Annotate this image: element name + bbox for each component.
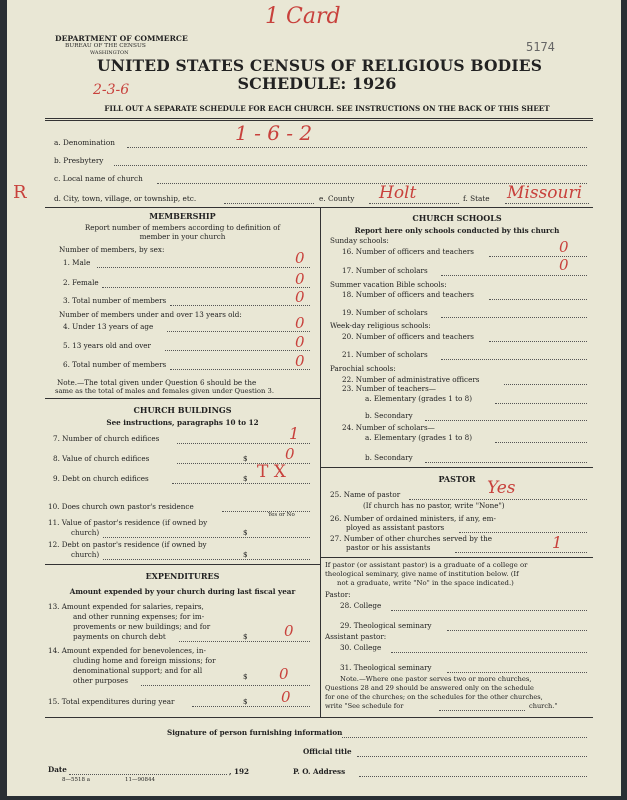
city-label: WASHINGTON bbox=[90, 50, 129, 56]
q12-dollar: $ bbox=[243, 550, 248, 559]
q31-label: 31. Theological seminary bbox=[340, 663, 432, 672]
city-town-label: d. City, town, village, or township, etc. bbox=[54, 194, 197, 203]
buildings-sub: See instructions, paragraphs 10 to 12 bbox=[106, 418, 259, 427]
q31-line[interactable] bbox=[447, 672, 587, 673]
q13d-label: payments on church debt bbox=[73, 632, 166, 641]
pastor-sub-label: Pastor: bbox=[325, 590, 351, 599]
q27b-label: pastor or his assistants bbox=[346, 543, 431, 552]
presbytery-label: b. Presbytery bbox=[54, 156, 104, 165]
po-line[interactable] bbox=[359, 776, 587, 777]
q29-label: 29. Theological seminary bbox=[340, 621, 432, 630]
rule bbox=[45, 118, 593, 119]
form-title: UNITED STATES CENSUS OF RELIGIOUS BODIES bbox=[97, 56, 543, 75]
pastor-note4: write "See schedule for bbox=[325, 702, 404, 710]
q17-label: 17. Number of scholars bbox=[342, 266, 428, 275]
q19-label: 19. Number of scholars bbox=[342, 308, 428, 317]
official-label: Official title bbox=[303, 747, 352, 756]
q15-line[interactable] bbox=[192, 706, 310, 707]
q19-line[interactable] bbox=[441, 317, 587, 318]
q12b-label: church) bbox=[71, 550, 100, 559]
county-label: e. County bbox=[319, 194, 355, 203]
q2-value: 0 bbox=[295, 270, 305, 288]
denomination-line[interactable] bbox=[127, 147, 587, 148]
grad-text1: If pastor (or assistant pastor) is a graduate of a college or bbox=[325, 561, 528, 569]
signature-label: Signature of person furnishing information bbox=[167, 728, 343, 737]
q14-dollar: $ bbox=[243, 672, 248, 681]
q16-label: 16. Number of officers and teachers bbox=[342, 247, 474, 256]
membership-note1: Note.—The total given under Question 6 should be the bbox=[57, 378, 257, 387]
state-label: f. State bbox=[463, 194, 490, 203]
q25-line[interactable] bbox=[409, 499, 587, 500]
q3-line[interactable] bbox=[170, 305, 310, 306]
local-name-label: c. Local name of church bbox=[54, 174, 143, 183]
q20-line[interactable] bbox=[489, 341, 587, 342]
q9-line[interactable] bbox=[172, 483, 310, 484]
schools-sub: Report here only schools conducted by this church bbox=[354, 226, 560, 235]
grad-text3: not a graduate, write "No" in the space indicated.) bbox=[337, 579, 514, 587]
q6-label: 6. Total number of members bbox=[63, 360, 167, 369]
q15-dollar: $ bbox=[243, 697, 248, 706]
city-line[interactable] bbox=[224, 203, 314, 204]
presbytery-line[interactable] bbox=[114, 165, 587, 166]
q27a-label: 27. Number of other churches served by the bbox=[330, 534, 493, 543]
q2-line[interactable] bbox=[102, 287, 310, 288]
q8-line[interactable] bbox=[177, 463, 310, 464]
q25-label: 25. Name of pastor bbox=[330, 490, 401, 499]
q6-line[interactable] bbox=[170, 369, 310, 370]
q23b-label: b. Secondary bbox=[365, 411, 413, 420]
q28-line[interactable] bbox=[391, 610, 587, 611]
q3-label: 3. Total number of members bbox=[63, 296, 167, 305]
q6-value: 0 bbox=[295, 352, 305, 370]
pastor-note1: Note.—Where one pastor serves two or more churches, bbox=[340, 675, 532, 683]
q4-label: 4. Under 13 years of age bbox=[63, 322, 154, 331]
q14c-label: denominational support; and for all bbox=[73, 666, 203, 675]
rule bbox=[320, 467, 593, 468]
q13-dollar: $ bbox=[243, 632, 248, 641]
q26-line[interactable] bbox=[459, 532, 587, 533]
membership-note2: same as the total of males and females given under Question 3. bbox=[55, 387, 274, 395]
column-divider bbox=[320, 207, 321, 717]
denomination-label: a. Denomination bbox=[54, 138, 115, 147]
q22-line[interactable] bbox=[504, 384, 587, 385]
q21-line[interactable] bbox=[441, 359, 587, 360]
official-line[interactable] bbox=[357, 756, 587, 757]
census-form bbox=[7, 0, 621, 796]
q17-line[interactable] bbox=[441, 275, 587, 276]
q29-line[interactable] bbox=[447, 630, 587, 631]
date-label: Date bbox=[48, 765, 67, 774]
q1-value: 0 bbox=[295, 249, 305, 267]
q5-label: 5. 13 years old and over bbox=[63, 341, 151, 350]
q23-label: 23. Number of teachers— bbox=[342, 384, 436, 393]
q13b-label: and other running expenses; for im- bbox=[73, 612, 205, 621]
r-mark: R bbox=[13, 182, 27, 203]
state-line[interactable] bbox=[505, 203, 589, 204]
q8-dollar: $ bbox=[243, 454, 248, 463]
q30-label: 30. College bbox=[340, 643, 382, 652]
q1-label: 1. Male bbox=[63, 258, 91, 267]
q8-value: 0 bbox=[285, 445, 295, 463]
q13-value: 0 bbox=[284, 622, 294, 640]
q8-label: 8. Value of church edifices bbox=[53, 454, 150, 463]
q26b-label: ployed as assistant pastors bbox=[346, 523, 445, 532]
parochial-label: Parochial schools: bbox=[330, 364, 396, 373]
bysex-label: Number of members, by sex: bbox=[59, 245, 165, 254]
pastor-note3: for one of the churches; on the schedules for the other churches, bbox=[325, 693, 543, 701]
q18-label: 18. Number of officers and teachers bbox=[342, 290, 474, 299]
q23b-line[interactable] bbox=[425, 420, 587, 421]
buildings-heading: CHURCH BUILDINGS bbox=[133, 405, 232, 415]
date-note: 2-3-6 bbox=[93, 82, 130, 98]
county-value: Holt bbox=[379, 183, 417, 203]
q27-line[interactable] bbox=[455, 552, 587, 553]
note-line[interactable] bbox=[439, 710, 525, 711]
q21-label: 21. Number of scholars bbox=[342, 350, 428, 359]
sunday-label: Sunday schools: bbox=[330, 236, 389, 245]
rule bbox=[320, 557, 593, 558]
q5-line[interactable] bbox=[165, 350, 310, 351]
print-number: 11—90844 bbox=[125, 777, 155, 783]
q26a-label: 26. Number of ordained ministers, if any, em- bbox=[330, 514, 496, 523]
q15-value: 0 bbox=[281, 688, 291, 706]
q12a-label: 12. Debt on pastor's residence (if owned by bbox=[48, 540, 207, 549]
q13-line[interactable] bbox=[179, 641, 310, 642]
q11-dollar: $ bbox=[243, 528, 248, 537]
date-line[interactable] bbox=[69, 774, 227, 775]
denomination-value: 1 - 6 - 2 bbox=[235, 121, 313, 145]
q24a-line[interactable] bbox=[495, 442, 587, 443]
q16-line[interactable] bbox=[489, 256, 587, 257]
expenditures-heading: EXPENDITURES bbox=[145, 571, 220, 581]
q11b-label: church) bbox=[71, 528, 100, 537]
rule bbox=[45, 120, 593, 121]
q25-hint: (If church has no pastor, write "None") bbox=[363, 501, 505, 510]
q4-line[interactable] bbox=[167, 331, 310, 332]
signature-line[interactable] bbox=[342, 737, 587, 738]
q14b-label: cluding home and foreign missions; for bbox=[73, 656, 216, 665]
membership-sub2: member in your church bbox=[139, 232, 226, 241]
summer-label: Summer vacation Bible schools: bbox=[330, 280, 447, 289]
stamp-number: 5174 bbox=[526, 40, 555, 54]
rule bbox=[45, 207, 593, 208]
county-line[interactable] bbox=[369, 203, 459, 204]
q14a-label: 14. Amount expended for benevolences, in- bbox=[48, 646, 206, 655]
q14-value: 0 bbox=[279, 665, 289, 683]
q7-value: 1 bbox=[289, 424, 300, 443]
membership-sub1: Report number of members according to definition of bbox=[84, 223, 281, 232]
q10-label: 10. Does church own pastor's residence bbox=[48, 502, 194, 511]
rule bbox=[45, 717, 593, 718]
q27-value: 1 bbox=[552, 533, 563, 552]
grad-text2: theological seminary, give name of institution below. (If bbox=[325, 570, 519, 578]
rule bbox=[45, 398, 320, 399]
q7-label: 7. Number of church edifices bbox=[53, 434, 160, 443]
age-head: Number of members under and over 13 years old: bbox=[59, 310, 242, 319]
q5-value: 0 bbox=[295, 333, 305, 351]
q17-value: 0 bbox=[559, 256, 569, 274]
yesno-hint: Yes or No bbox=[268, 512, 295, 518]
form-number: 8—5518 a bbox=[62, 777, 91, 783]
q4-value: 0 bbox=[295, 314, 305, 332]
q24b-label: b. Secondary bbox=[365, 453, 413, 462]
schedule-title: SCHEDULE: 1926 bbox=[237, 74, 397, 93]
q11-line[interactable] bbox=[103, 537, 310, 538]
q7-line[interactable] bbox=[177, 443, 310, 444]
bureau-label: BUREAU OF THE CENSUS bbox=[65, 43, 146, 49]
rule bbox=[45, 564, 320, 565]
instruction-line: FILL OUT A SEPARATE SCHEDULE FOR EACH CHURCH. SEE INSTRUCTIONS ON THE BACK OF THIS SHEET bbox=[104, 104, 550, 113]
year-label: , 192 bbox=[229, 767, 250, 776]
q9-value: T X bbox=[257, 462, 286, 482]
q3-value: 0 bbox=[295, 288, 305, 306]
q28-label: 28. College bbox=[340, 601, 382, 610]
q12-line[interactable] bbox=[103, 559, 310, 560]
q10-line[interactable] bbox=[222, 511, 310, 512]
q20-label: 20. Number of officers and teachers bbox=[342, 332, 474, 341]
expenditures-sub: Amount expended by your church during last fiscal year bbox=[69, 587, 296, 596]
card-note: 1 Card bbox=[265, 4, 341, 29]
q24b-line[interactable] bbox=[425, 462, 587, 463]
q22-label: 22. Number of administrative officers bbox=[342, 375, 480, 384]
q2-label: 2. Female bbox=[63, 278, 99, 287]
q16-value: 0 bbox=[559, 238, 569, 256]
pastor-note5: church." bbox=[529, 702, 558, 710]
q23a-line[interactable] bbox=[495, 403, 587, 404]
pastor-heading: PASTOR bbox=[438, 474, 476, 484]
q14d-label: other purposes bbox=[73, 676, 129, 685]
weekday-label: Week-day religious schools: bbox=[330, 321, 431, 330]
q30-line[interactable] bbox=[391, 652, 587, 653]
state-value: Missouri bbox=[507, 183, 583, 203]
membership-heading: MEMBERSHIP bbox=[149, 211, 216, 221]
q13c-label: provements or new buildings; and for bbox=[73, 622, 211, 631]
q14-line[interactable] bbox=[141, 685, 310, 686]
q23a-label: a. Elementary (grades 1 to 8) bbox=[365, 394, 472, 403]
q1-line[interactable] bbox=[97, 267, 310, 268]
q9-label: 9. Debt on church edifices bbox=[53, 474, 149, 483]
schools-heading: CHURCH SCHOOLS bbox=[412, 213, 502, 223]
q24a-label: a. Elementary (grades 1 to 8) bbox=[365, 433, 472, 442]
q18-line[interactable] bbox=[489, 299, 587, 300]
po-label: P. O. Address bbox=[293, 767, 346, 776]
q9-dollar: $ bbox=[243, 474, 248, 483]
q15-label: 15. Total expenditures during year bbox=[48, 697, 175, 706]
asst-label: Assistant pastor: bbox=[325, 632, 387, 641]
q24-label: 24. Number of scholars— bbox=[342, 423, 435, 432]
dept-label: DEPARTMENT OF COMMERCE bbox=[55, 34, 188, 43]
q25-value: Yes bbox=[487, 478, 516, 498]
q13a-label: 13. Amount expended for salaries, repairs, bbox=[48, 602, 204, 611]
q11a-label: 11. Value of pastor's residence (if owned by bbox=[48, 518, 208, 527]
pastor-note2: Questions 28 and 29 should be answered only on the schedule bbox=[325, 684, 534, 692]
